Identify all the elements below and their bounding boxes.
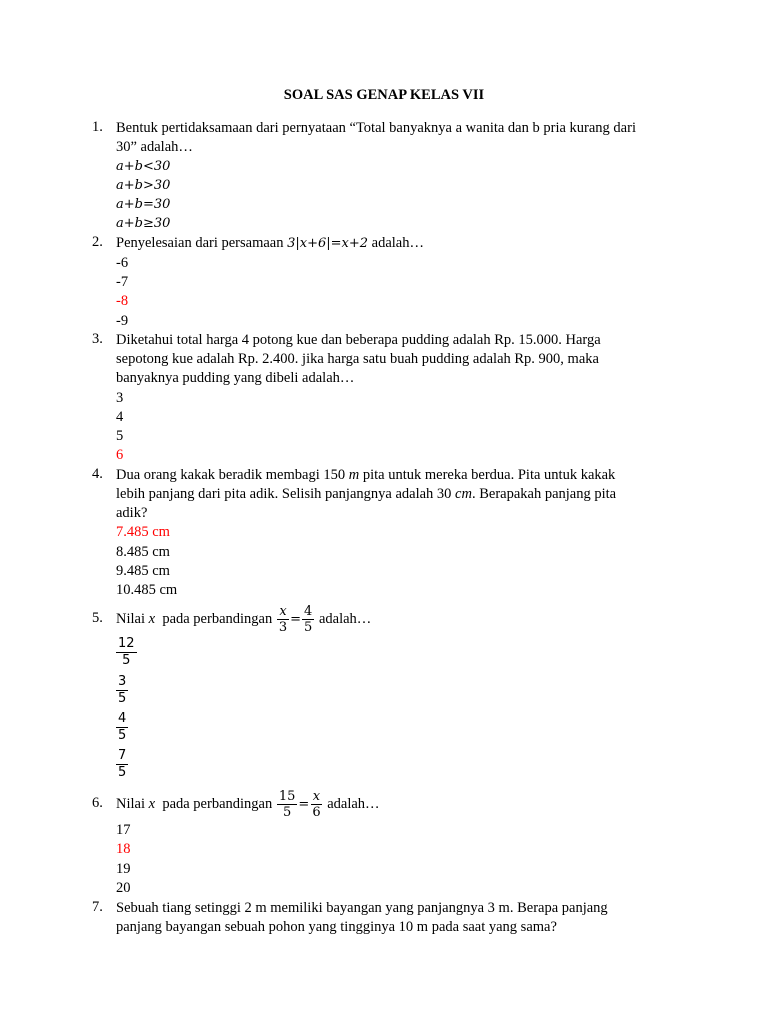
option-c: 19 bbox=[116, 861, 131, 877]
option-d: a+b≥30 bbox=[116, 216, 171, 231]
option-b: 4 bbox=[116, 409, 124, 425]
option-d: 10.485 cm bbox=[116, 582, 178, 598]
option-a-fraction: 12 5 bbox=[118, 636, 135, 668]
question-text-line: Bentuk pertidaksamaan dari pernyataan “Total banyaknya a wanita dan b pria kurang dari bbox=[116, 120, 636, 136]
fraction: $\frac{x}{3}$ bbox=[278, 604, 288, 636]
option-b: 8.485 cm bbox=[116, 544, 170, 560]
equation: 3|x+6|=x+2 bbox=[287, 236, 369, 251]
question-number: 1. bbox=[92, 119, 103, 135]
option-a: 17 bbox=[116, 822, 131, 838]
fraction: $\frac{15}{5}$ bbox=[278, 789, 296, 821]
question-text-line: Dua orang kakak beradik membagi 150 m pita untuk mereka berdua. Pita untuk kakak bbox=[116, 467, 616, 483]
question-number: 6. bbox=[92, 795, 103, 811]
question-text-line: sepotong kue adalah Rp. 2.400. jika harga satu buah pudding adalah Rp. 900, maka bbox=[116, 351, 599, 367]
option-a: -6 bbox=[116, 255, 129, 271]
question-text-line: Penyelesaian dari persamaan 3|x+6|=x+2 adalah… bbox=[116, 235, 424, 251]
option-b-correct: 18 bbox=[116, 841, 131, 857]
option-b: a+b>30 bbox=[116, 178, 171, 193]
option-c-fraction: 4 5 bbox=[118, 711, 127, 743]
option-b-fraction: 3 5 bbox=[118, 674, 127, 706]
variable-x: x bbox=[148, 611, 156, 627]
option-d: -9 bbox=[116, 313, 129, 329]
option-c: a+b=30 bbox=[116, 197, 171, 212]
option-a: 3 bbox=[116, 390, 124, 406]
question-number: 7. bbox=[92, 899, 103, 915]
option-a-correct: 7.485 cm bbox=[116, 524, 170, 540]
option-c: 5 bbox=[116, 428, 124, 444]
question-text-line: lebih panjang dari pita adik. Selisih panjangnya adalah 30 cm. Berapakah panjang pita bbox=[116, 486, 617, 502]
question-text-line: adik? bbox=[116, 505, 148, 521]
option-d-fraction: 7 5 bbox=[118, 748, 127, 780]
variable-x: x bbox=[148, 796, 156, 812]
page-title: SOAL SAS GENAP KELAS VII bbox=[283, 87, 485, 103]
question-text-line: panjang bayangan sebuah pohon yang tingginya 10 m pada saat yang sama? bbox=[116, 919, 557, 935]
question-text-line: Diketahui total harga 4 potong kue dan beberapa pudding adalah Rp. 15.000. Harga bbox=[116, 332, 601, 348]
question-number: 2. bbox=[92, 234, 103, 250]
question-text-line: Nilai x pada perbandingan $\frac{x}{3}$ = $\frac{4}{5}$ adalah… bbox=[116, 604, 372, 636]
fraction: $\frac{x}{6}$ bbox=[312, 789, 321, 821]
question-text-line: banyaknya pudding yang dibeli adalah… bbox=[116, 370, 355, 386]
option-c-correct: -8 bbox=[116, 293, 129, 309]
question-number: 4. bbox=[92, 466, 103, 482]
option-d-correct: 6 bbox=[116, 447, 124, 463]
option-b: -7 bbox=[116, 274, 129, 290]
question-text-line: Sebuah tiang setinggi 2 m memiliki bayangan yang panjangnya 3 m. Berapa panjang bbox=[116, 900, 608, 916]
question-number: 5. bbox=[92, 610, 103, 626]
question-text-line: Nilai x pada perbandingan $\frac{15}{5}$ = $\frac{x}{6}$ adalah… bbox=[116, 789, 380, 821]
question-number: 3. bbox=[92, 331, 103, 347]
fraction: $\frac{4}{5}$ bbox=[304, 604, 313, 636]
question-text-line: 30” adalah… bbox=[116, 139, 193, 155]
option-c: 9.485 cm bbox=[116, 563, 170, 579]
option-d: 20 bbox=[116, 880, 131, 896]
option-a: a+b<30 bbox=[116, 159, 171, 174]
